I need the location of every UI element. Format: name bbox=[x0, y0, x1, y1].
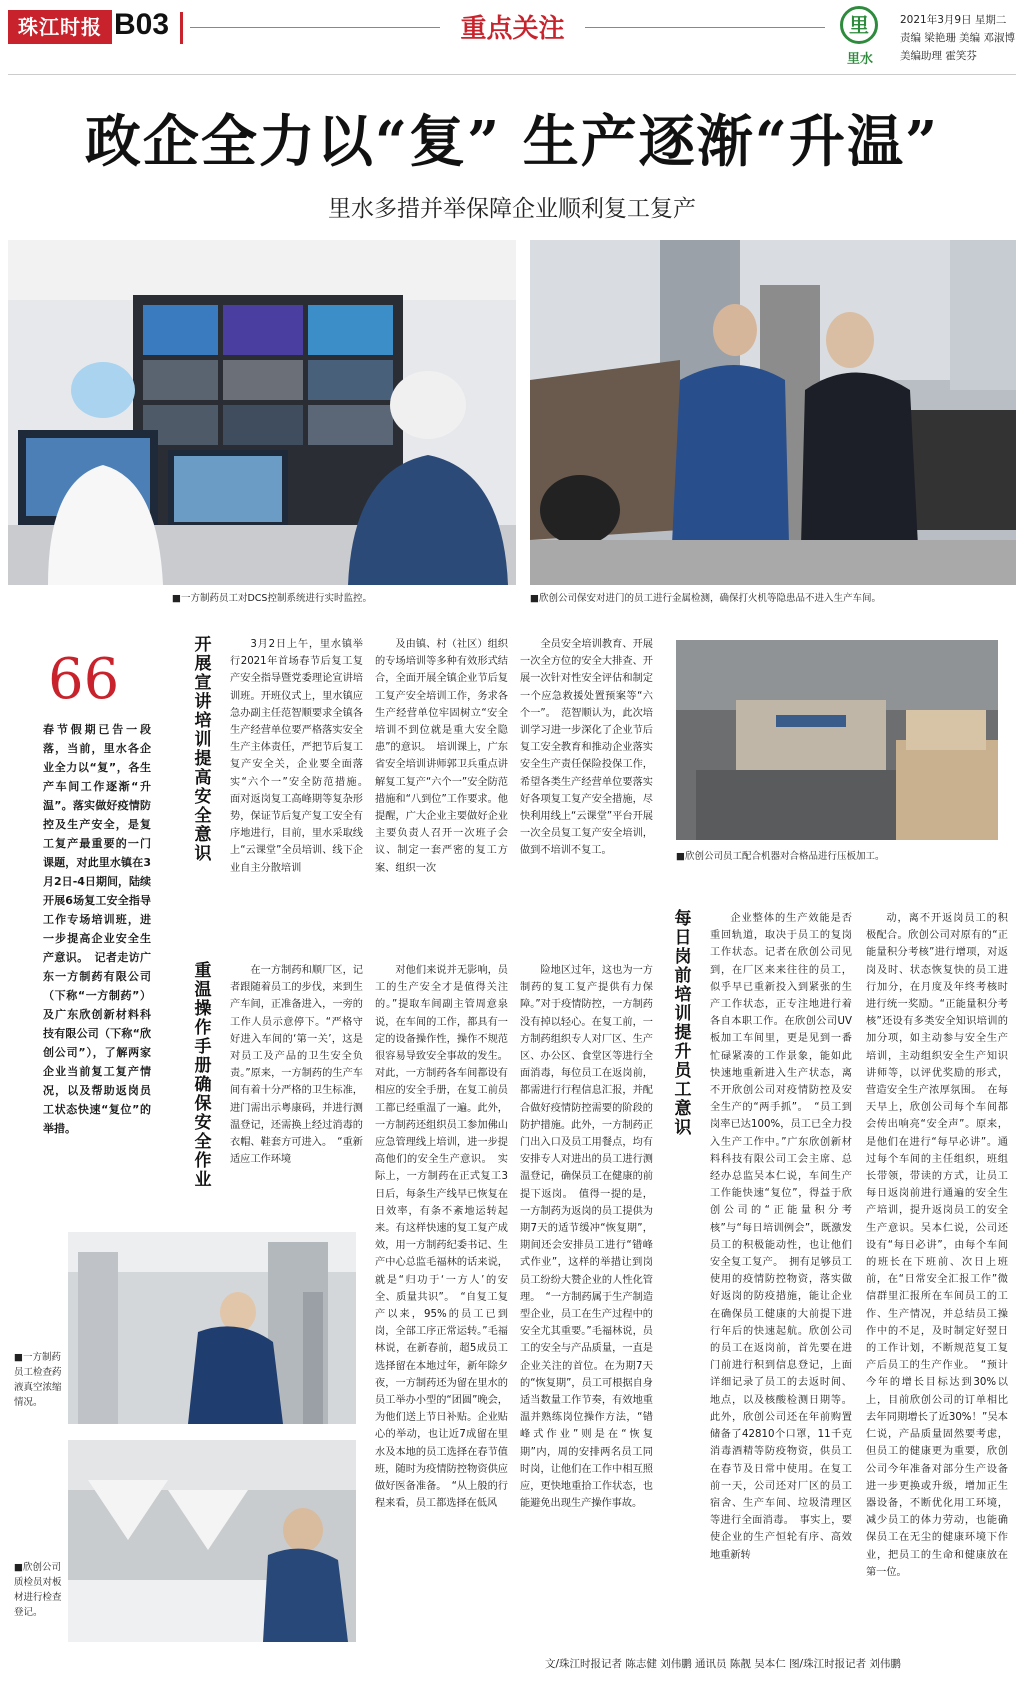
photo-pressing-machine bbox=[676, 640, 998, 840]
emblem-caption: 里水 bbox=[846, 52, 873, 67]
s1-col3 bbox=[520, 636, 653, 912]
s2-col2-text: 对他们来说并无影响，员工的生产安全才是值得关注的。”提取车间副主管周意泉说，在车间的工作，都具有一定的设备操作性，操作不规范很容易导致安全事故的发生。对此，一方制药各车间都设有相应的安全手册，在复工前员工都已经重温了一遍。此外，一方制药还组织员工参加佛山应急管理线上培训，进一步提高他们的安全生产意识。 实际上，一方制药在正式复工3日后，每条生产线早已恢复在日效率，有条不紊地运转起来。有这样快速的复工复产成效，用一方制药纪委书记、生产中心总监毛福林的话来说，就是“归功于‘一方人’的安全、质量共识”。 “自复工复产以来，95%的员工已到岗，全部工序正常运转。”毛福林说，在新春前，超5成员工选择留在本地过年，新年除夕夜，一方制药还为留在里水的员工举办小型的“团圆”晚会，为他们送上节日补贴。企业贴心的举动，也让近7成留在里水及本地的员工选择在春节值班，随时为疫情防控物资供应做好医备准备。 “从上般的行程来看，员工都选择在低风 bbox=[375, 965, 508, 1510]
s1-col1 bbox=[230, 636, 374, 912]
photo-quality-inspection bbox=[68, 1440, 356, 1642]
assistant-credits: 美编助理 霍笑芬 bbox=[900, 50, 977, 62]
page-number: B03 bbox=[114, 8, 170, 41]
byline: 文/珠江时报记者 陈志健 刘伟鹏 通讯员 陈靓 吴本仁 图/珠江时报记者 刘伟鹏 bbox=[545, 1658, 901, 1670]
header-divider bbox=[8, 74, 1016, 75]
s3-col1 bbox=[710, 910, 852, 1645]
masthead-rule-right bbox=[585, 27, 825, 28]
lishui-emblem-icon: 里 bbox=[840, 6, 878, 44]
s2-col3 bbox=[520, 962, 653, 1645]
s2-col2 bbox=[375, 962, 508, 1645]
headline: 政企全力以“复” 生产逐渐“升温” bbox=[84, 109, 940, 175]
subhead-operation: 重温操作手册 确保安全作业 bbox=[194, 961, 212, 1190]
s2-col3-text: 险地区过年，这也为一方制药的复工复产提供有力保障。”对于疫情防控，一方制药没有掉以轻心。在复工前，一方制药组织专人对厂区、生产区、办公区、食堂区等进行全面消毒，每位员工在返岗前，都需进行行程信息汇报，并配合做好疫情防控需要的阶段的防护措施。此外，一方制药正门出入口及员工用餐点，均有安排专人对进出的员工进行测温登记，确保员工在健康的前提下返岗。 值得一提的是，一方制药为返岗的员工提供为期7天的适节缓冲“恢复期”，期间还会安排员工进行“错峰式作业”，这样的举措让到岗员工纷纷大赞企业的人性化管理。 “一方制药属于生产制造型企业，员工在生产过程中的安全尤其重要。”毛福林说，员工的安全与产品质量，一直是企业关注的首位。在为期7天的“恢复期”，员工可根据自身适当数量工作节奏，有效地重温并熟练岗位操作方法，“错峰式作业”则是在“恢复期”内，周的安排两名员工同时岗，让他们在工作中相互照应，更快地重拾工作状态，也能避免出现生产操作事故。 bbox=[520, 965, 653, 1510]
caption-photo1: ■一方制药员工对DCS控制系统进行实时监控。 bbox=[172, 593, 372, 604]
photo-control-room bbox=[8, 240, 516, 585]
caption-photo3: ■欣创公司员工配合机器对合格品进行压板加工。 bbox=[676, 851, 885, 862]
subhead-training: 开展宣讲培训 提高安全意识 bbox=[194, 635, 212, 864]
intro-paragraph: 春节假期已告一段落，当前，里水各企业全力以“复”，各生产车间工作逐渐“升温”。落实做好疫情防控及生产安全，是复工复产最重要的一门课题，对此里水镇在3月2日-4日期间，陆续开展6场复工安全指导工作专场培训班，进一步提高企业安全生产意识。 记者走访广东一方制药有限公司（下称“一方制药”）及广东欣创新材料科技有限公司（下称“欣创公司”），了解两家企业当前复工复产情况，以及帮助返岗员工状态快速“复位”的举措。 bbox=[43, 723, 151, 1135]
caption-photo4: ■一方制药员工检查药液真空浓缩情况。 bbox=[14, 1352, 62, 1408]
s3-col1-text: 企业整体的生产效能是否重回轨道，取决于员工的复岗工作状态。记者在欣创公司见到，在厂区来来往往的员工，似乎早已重新投入到紧张的生产工作状态，正专注地进行着各自本职工作。在欣创公司UV板加工车间里，更是见到一番忙碌紧凑的工作景象，能如此快速地重新进入生产状态，离不开欣创公司对疫情防控及安全生产的“两手抓”。 “员工到岗率已达100%，员工已全力投入生产工作中。”广东欣创新材料科技有限公司工会主席、总经办总监吴本仁说，车间生产工作能快速“复位”，得益于欣创公司的“正能量积分考核”与“每日培训例会”，既激发员工的积极能动性，也让他们安全复工复产。 拥有足够员工使用的疫情防控物资，落实做好返岗的防疫措施，能让企业在确保员工健康的大前提下进行年后的快速起航。欣创公司的员工在返岗前，首先要在进门前进行积到信息登记，上面详细记录了员工的去返时间、地点，以及核酸检测日期等。此外，欣创公司还在年前购置储备了42810个口罩，11千克消毒酒精等防疫物资，供员工在春节及日常中使用。在复工前一天，公司还对厂区的员工宿舍、生产车间、垃圾清理区等进行全面消毒。 事实上，要使企业的生产恒轮有序、高效地重新转 bbox=[710, 913, 852, 1561]
s1-col1-text: 3月2日上午，里水镇举行2021年首场春节后复工复产安全指导暨党委理论宣讲培训班。开班仪式上，里水镇应急办副主任范智顺要求全镇各生产经营单位要严格落实安全生产主体责任，严把节后复工复产安全关，企业要全面落实“六个一”安全防范措施。 面对返岗复工高峰期等复杂形势，保证节后复产复工安全有序地进行，目前，里水采取线上“云课堂”全员培训、线下企业自主分散培训 bbox=[230, 639, 374, 874]
subheadline: 里水多措并举保障企业顺利复工复产 bbox=[328, 196, 696, 222]
caption-photo2: ■欣创公司保安对进门的员工进行金属检测，确保打火机等隐患品不进入生产车间。 bbox=[530, 593, 881, 604]
section-title: 重点关注 bbox=[460, 14, 565, 44]
newspaper-logo: 珠江时报 bbox=[8, 10, 112, 44]
editor-credits: 责编 梁艳珊 美编 邓淑博 bbox=[900, 32, 1016, 44]
issue-date: 2021年3月9日 星期二 bbox=[900, 14, 1007, 26]
s3-col2 bbox=[866, 910, 1008, 1645]
masthead-rule-left bbox=[190, 27, 440, 28]
photo-vacuum-check bbox=[68, 1232, 356, 1424]
s1-col2-text: 及由镇、村（社区）组织的专场培训等多种有效形式结合，全面开展全镇企业节后复工复产安全培训工作，务求各生产经营单位牢固树立“安全培训不到位就是重大安全隐患”的意识。 培训课上，广东省安全培训讲师郭卫兵重点讲解复工复产“六个一”安全防范措施和“八到位”工作要求。他提醒，广大企业主要做好企业主要负责人召开一次班子会议、制定一套严密的复工方案、组织一次 bbox=[375, 639, 508, 874]
subhead-daily-training: 每日岗前培训 提升员工意识 bbox=[674, 909, 692, 1138]
masthead-red-bar bbox=[180, 12, 183, 44]
s1-col3-text: 全员安全培训教育、开展一次全方位的安全大排查、开展一次针对性安全评估和制定一个应急救援处置预案等“六个一”。 范智顺认为，此次培训学习进一步深化了企业节后复工安全教育和推动企业落实安全生产责任保险投保工作，希望各类生产经营单位要落实好各项复工复产安全措施，尽快利用线上“云课堂”平台开展一次全员复工复产安全培训，做到不培训不复工。 bbox=[520, 639, 653, 857]
s2-col1-text: 在一方制药和顺厂区，记者跟随着员工的步伐，来到生产车间，正准备进入，一旁的工作人员示意停下。“严格守好进入车间的‘第一关’，这是对员工及产品的卫生安全负责。”原来，一方制药的生产车间有着十分严格的卫生标准，进门需出示粤康码，并进行测温登记，还需换上经过消毒的衣帽、鞋套方可进入。 “重新适应工作环境 bbox=[230, 965, 363, 1166]
photo-security-check bbox=[530, 240, 1016, 585]
caption-photo5: ■欣创公司质检员对板材进行检查登记。 bbox=[14, 1562, 62, 1618]
s2-col1 bbox=[230, 962, 363, 1192]
quote-mark-icon: 66 bbox=[48, 647, 120, 712]
s3-col2-text: 动，离不开返岗员工的积极配合。欣创公司对原有的“正能量积分考核”进行增项，对返岗及时、状态恢复快的员工进行加分，在月度及年终考核时进行统一奖励。“正能量积分考核”还设有多类安全知识培训的加分项，如主动参与安全生产培训，主动组织安全生产知识讲师等，以评优奖励的形式，营造安全生产浓厚氛围。 在每天早上，欣创公司每个车间都会传出响亮“安全声”。原来，是他们在进行“每早必讲”。通过每个车间的主任组织，班组长带领，带读的方式，让员工每日返岗前进行通遍的安全生产培训，提升返岗员工的安全生产意识。吴本仁说，公司还设有“每日必讲”，由每个车间的班长在下班前、次日上班前，在“日常安全汇报工作”微信群里汇报所在车间员工的工作、生产情况，并总结员工操作中的不足，及时制定好翌日的工作计划，不断规范复工复产后员工的生产作业。 “预计今年的增长目标达到30%以上，目前欣创公司的订单相比去年同期增长了近30%！”吴本仁说，产品质量固然要考虑，但员工的健康更为重要，欣创公司今年准备对部分生产设备进一步更换或升级，增加正生器设备，不断优化用工环境，减少员工的体力劳动，也能确保员工在无尘的健康环境下作业，把员工的生命和健康放在第一位。 bbox=[866, 913, 1008, 1578]
s1-col2 bbox=[375, 636, 508, 912]
